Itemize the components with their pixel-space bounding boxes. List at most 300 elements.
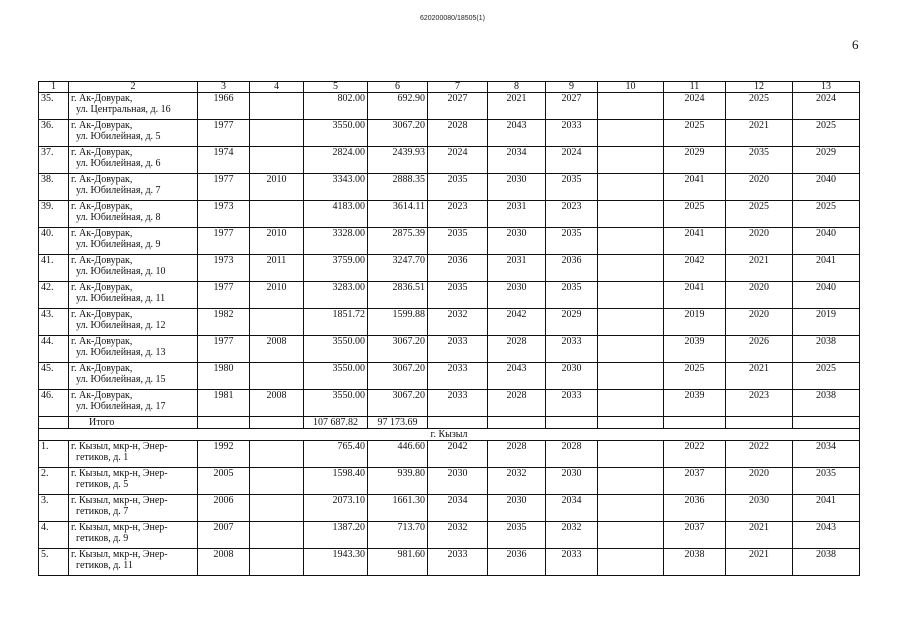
- year-cell-12: 2020: [726, 282, 793, 309]
- address-line-2: гетиков, д. 1: [76, 452, 129, 463]
- total-empty: [250, 417, 304, 429]
- address-line-2: ул. Юбилейная, д. 15: [76, 374, 166, 385]
- year-cell-12: 2021: [726, 120, 793, 147]
- table-row: [39, 255, 860, 282]
- year-cell-9: 2029: [546, 309, 598, 336]
- row-number: 41.: [39, 255, 69, 282]
- living-area: 3067.20: [368, 336, 428, 363]
- address-line-1: г. Ак-Довурак,: [71, 282, 133, 293]
- total-empty: [598, 417, 664, 429]
- year-cell-7: 2035: [428, 174, 488, 201]
- column-number-6: 6: [368, 82, 428, 93]
- total-area: 1943.30: [304, 549, 368, 576]
- table-row: [39, 336, 860, 363]
- table-row: [39, 282, 860, 309]
- row-number: 3.: [39, 495, 69, 522]
- address-line-2: ул. Юбилейная, д. 17: [76, 401, 166, 412]
- year-cell-13: 2041: [793, 495, 860, 522]
- living-area: 692.90: [368, 93, 428, 120]
- year-cell-7: 2023: [428, 201, 488, 228]
- address-line-2: ул. Юбилейная, д. 11: [76, 293, 166, 304]
- total-area: 3328.00: [304, 228, 368, 255]
- year-cell-10: [598, 255, 664, 282]
- total-empty: [39, 417, 69, 429]
- year-cell-11: 2041: [664, 228, 726, 255]
- table-row: [39, 309, 860, 336]
- year-cell-9: 2035: [546, 282, 598, 309]
- year-cell-13: 2025: [793, 201, 860, 228]
- address-line-2: ул. Юбилейная, д. 9: [76, 239, 161, 250]
- year-cell-9: 2035: [546, 174, 598, 201]
- total-area: 3550.00: [304, 336, 368, 363]
- year-cell-11: 2024: [664, 93, 726, 120]
- address-cell: [69, 282, 198, 309]
- year-cell-9: 2033: [546, 120, 598, 147]
- year-cell-11: 2039: [664, 390, 726, 417]
- year-cell-7: 2035: [428, 282, 488, 309]
- address-line-1: г. Ак-Довурак,: [71, 147, 133, 158]
- address-cell: [69, 201, 198, 228]
- address-cell: [69, 336, 198, 363]
- total-label: Итого: [69, 417, 198, 429]
- address-cell: [69, 468, 198, 495]
- year-cell-10: [598, 468, 664, 495]
- address-cell: [69, 522, 198, 549]
- year-cell-9: 2028: [546, 441, 598, 468]
- living-area: 1599.88: [368, 309, 428, 336]
- year-built: 1977: [198, 336, 250, 363]
- address-line-1: г. Ак-Довурак,: [71, 93, 133, 104]
- row-number: 43.: [39, 309, 69, 336]
- address-line-2: ул. Юбилейная, д. 8: [76, 212, 161, 223]
- year-renovated: [250, 549, 304, 576]
- year-cell-9: 2033: [546, 390, 598, 417]
- year-cell-10: [598, 201, 664, 228]
- year-cell-13: 2040: [793, 174, 860, 201]
- year-cell-12: 2021: [726, 549, 793, 576]
- year-renovated: [250, 468, 304, 495]
- address-cell: [69, 549, 198, 576]
- year-cell-12: 2020: [726, 174, 793, 201]
- total-empty: [664, 417, 726, 429]
- year-built: 1977: [198, 120, 250, 147]
- row-number: 40.: [39, 228, 69, 255]
- living-area: 939.80: [368, 468, 428, 495]
- year-cell-12: 2025: [726, 201, 793, 228]
- year-renovated: 2010: [250, 282, 304, 309]
- total-empty: [198, 417, 250, 429]
- year-renovated: [250, 309, 304, 336]
- year-built: 1981: [198, 390, 250, 417]
- year-cell-8: 2043: [488, 363, 546, 390]
- year-cell-13: 2043: [793, 522, 860, 549]
- year-cell-13: 2040: [793, 228, 860, 255]
- year-cell-11: 2041: [664, 174, 726, 201]
- year-cell-13: 2040: [793, 282, 860, 309]
- year-cell-12: 2021: [726, 363, 793, 390]
- year-cell-10: [598, 174, 664, 201]
- living-area: 3247.70: [368, 255, 428, 282]
- total-area: 3550.00: [304, 390, 368, 417]
- address-line-2: ул. Юбилейная, д. 10: [76, 266, 166, 277]
- year-cell-10: [598, 336, 664, 363]
- table-row: [39, 93, 860, 120]
- year-renovated: [250, 201, 304, 228]
- address-cell: [69, 174, 198, 201]
- year-cell-8: 2021: [488, 93, 546, 120]
- year-cell-13: 2025: [793, 363, 860, 390]
- row-number: 35.: [39, 93, 69, 120]
- total-area: 2073.10: [304, 495, 368, 522]
- table-row: [39, 522, 860, 549]
- year-cell-12: 2025: [726, 93, 793, 120]
- address-cell: [69, 309, 198, 336]
- table-row: [39, 120, 860, 147]
- year-cell-9: 2033: [546, 336, 598, 363]
- year-cell-13: 2041: [793, 255, 860, 282]
- address-line-1: г. Ак-Довурак,: [71, 174, 133, 185]
- page-number: 6: [852, 37, 859, 52]
- address-line-2: гетиков, д. 5: [76, 479, 129, 490]
- year-cell-11: 2025: [664, 120, 726, 147]
- year-cell-7: 2028: [428, 120, 488, 147]
- year-cell-11: 2025: [664, 363, 726, 390]
- year-cell-7: 2033: [428, 390, 488, 417]
- address-line-2: гетиков, д. 7: [76, 506, 129, 517]
- year-cell-11: 2038: [664, 549, 726, 576]
- year-cell-8: 2036: [488, 549, 546, 576]
- year-built: 1974: [198, 147, 250, 174]
- year-built: 2008: [198, 549, 250, 576]
- year-cell-9: 2034: [546, 495, 598, 522]
- living-area: 981.60: [368, 549, 428, 576]
- year-cell-9: 2033: [546, 549, 598, 576]
- year-cell-10: [598, 363, 664, 390]
- address-line-1: г. Кызыл, мкр-н, Энер-: [71, 549, 168, 560]
- year-cell-8: 2028: [488, 336, 546, 363]
- year-cell-11: 2036: [664, 495, 726, 522]
- year-cell-10: [598, 522, 664, 549]
- year-cell-8: 2030: [488, 282, 546, 309]
- column-number-11: 11: [664, 82, 726, 93]
- year-cell-8: 2030: [488, 495, 546, 522]
- year-cell-9: 2027: [546, 93, 598, 120]
- total-area: 3343.00: [304, 174, 368, 201]
- column-number-9: 9: [546, 82, 598, 93]
- year-cell-13: 2038: [793, 390, 860, 417]
- year-cell-9: 2030: [546, 468, 598, 495]
- column-number-10: 10: [598, 82, 664, 93]
- year-cell-9: 2035: [546, 228, 598, 255]
- year-cell-12: 2020: [726, 309, 793, 336]
- year-cell-7: 2030: [428, 468, 488, 495]
- living-area: 446.60: [368, 441, 428, 468]
- year-renovated: [250, 441, 304, 468]
- column-number-3: 3: [198, 82, 250, 93]
- row-number: 37.: [39, 147, 69, 174]
- year-cell-11: 2039: [664, 336, 726, 363]
- year-cell-7: 2035: [428, 228, 488, 255]
- year-cell-7: 2024: [428, 147, 488, 174]
- section-title: г. Кызыл: [39, 429, 860, 441]
- total-area: 2824.00: [304, 147, 368, 174]
- address-line-1: г. Ак-Довурак,: [71, 390, 133, 401]
- year-cell-12: 2021: [726, 522, 793, 549]
- year-cell-9: 2032: [546, 522, 598, 549]
- address-line-2: гетиков, д. 11: [76, 560, 133, 571]
- year-built: 2007: [198, 522, 250, 549]
- year-cell-8: 2034: [488, 147, 546, 174]
- year-renovated: [250, 522, 304, 549]
- table-row: [39, 147, 860, 174]
- register-table: [38, 81, 860, 576]
- year-cell-8: 2043: [488, 120, 546, 147]
- year-cell-10: [598, 93, 664, 120]
- year-cell-9: 2036: [546, 255, 598, 282]
- year-renovated: [250, 93, 304, 120]
- living-area: 3067.20: [368, 363, 428, 390]
- row-number: 38.: [39, 174, 69, 201]
- address-line-1: г. Ак-Довурак,: [71, 120, 133, 131]
- year-renovated: [250, 120, 304, 147]
- year-cell-9: 2030: [546, 363, 598, 390]
- total-area: 3550.00: [304, 363, 368, 390]
- year-built: 1977: [198, 282, 250, 309]
- table-row: [39, 201, 860, 228]
- year-cell-13: 2029: [793, 147, 860, 174]
- year-cell-12: 2020: [726, 468, 793, 495]
- address-cell: [69, 390, 198, 417]
- year-cell-11: 2037: [664, 522, 726, 549]
- year-built: 1992: [198, 441, 250, 468]
- year-built: 1977: [198, 228, 250, 255]
- total-area: 1387.20: [304, 522, 368, 549]
- year-cell-8: 2032: [488, 468, 546, 495]
- column-number-8: 8: [488, 82, 546, 93]
- year-cell-8: 2035: [488, 522, 546, 549]
- year-cell-9: 2023: [546, 201, 598, 228]
- column-number-1: 1: [39, 82, 69, 93]
- row-number: 44.: [39, 336, 69, 363]
- row-number: 42.: [39, 282, 69, 309]
- year-cell-12: 2022: [726, 441, 793, 468]
- table-row: [39, 363, 860, 390]
- total-area: 802.00: [304, 93, 368, 120]
- total-empty: [488, 417, 546, 429]
- year-cell-12: 2035: [726, 147, 793, 174]
- total-row: [39, 417, 860, 429]
- year-cell-13: 2019: [793, 309, 860, 336]
- year-cell-13: 2034: [793, 441, 860, 468]
- year-cell-7: 2032: [428, 522, 488, 549]
- year-built: 2006: [198, 495, 250, 522]
- year-cell-10: [598, 549, 664, 576]
- row-number: 4.: [39, 522, 69, 549]
- year-cell-10: [598, 495, 664, 522]
- year-renovated: [250, 495, 304, 522]
- address-line-1: г. Ак-Довурак,: [71, 309, 133, 320]
- address-line-1: г. Кызыл, мкр-н, Энер-: [71, 495, 168, 506]
- table-row: [39, 549, 860, 576]
- address-line-2: ул. Юбилейная, д. 7: [76, 185, 161, 196]
- total-area: 4183.00: [304, 201, 368, 228]
- address-cell: [69, 441, 198, 468]
- year-cell-12: 2021: [726, 255, 793, 282]
- row-number: 46.: [39, 390, 69, 417]
- column-number-12: 12: [726, 82, 793, 93]
- year-built: 1977: [198, 174, 250, 201]
- year-built: 1973: [198, 255, 250, 282]
- year-cell-7: 2033: [428, 549, 488, 576]
- year-cell-13: 2024: [793, 93, 860, 120]
- column-number-row: [39, 82, 860, 93]
- year-cell-13: 2025: [793, 120, 860, 147]
- year-cell-8: 2042: [488, 309, 546, 336]
- year-cell-7: 2027: [428, 93, 488, 120]
- address-line-1: г. Ак-Довурак,: [71, 255, 133, 266]
- year-cell-11: 2019: [664, 309, 726, 336]
- address-line-1: г. Кызыл, мкр-н, Энер-: [71, 441, 168, 452]
- year-built: 1973: [198, 201, 250, 228]
- living-area: 3067.20: [368, 390, 428, 417]
- year-cell-8: 2028: [488, 441, 546, 468]
- row-number: 36.: [39, 120, 69, 147]
- year-cell-7: 2033: [428, 363, 488, 390]
- address-line-1: г. Кызыл, мкр-н, Энер-: [71, 522, 168, 533]
- table-row: [39, 495, 860, 522]
- year-cell-10: [598, 120, 664, 147]
- living-area: 2888.35: [368, 174, 428, 201]
- address-line-1: г. Ак-Довурак,: [71, 363, 133, 374]
- table-row: [39, 441, 860, 468]
- year-cell-7: 2036: [428, 255, 488, 282]
- living-area: 2439.93: [368, 147, 428, 174]
- living-area-sum: 97 173.69: [368, 417, 428, 429]
- year-cell-10: [598, 441, 664, 468]
- year-renovated: [250, 147, 304, 174]
- address-cell: [69, 495, 198, 522]
- table-row: [39, 228, 860, 255]
- address-cell: [69, 120, 198, 147]
- document-id: 620200080/18505(1): [419, 15, 485, 22]
- address-line-1: г. Ак-Довурак,: [71, 201, 133, 212]
- total-area: 1598.40: [304, 468, 368, 495]
- total-empty: [546, 417, 598, 429]
- year-cell-12: 2026: [726, 336, 793, 363]
- year-cell-7: 2042: [428, 441, 488, 468]
- year-renovated: 2010: [250, 174, 304, 201]
- year-cell-11: 2037: [664, 468, 726, 495]
- year-cell-7: 2033: [428, 336, 488, 363]
- living-area: 1661.30: [368, 495, 428, 522]
- living-area: 3614.11: [368, 201, 428, 228]
- year-cell-8: 2031: [488, 255, 546, 282]
- living-area: 2836.51: [368, 282, 428, 309]
- year-renovated: 2011: [250, 255, 304, 282]
- address-line-1: г. Кызыл, мкр-н, Энер-: [71, 468, 168, 479]
- year-cell-11: 2025: [664, 201, 726, 228]
- column-number-13: 13: [793, 82, 860, 93]
- year-cell-7: 2034: [428, 495, 488, 522]
- section-row: [39, 429, 860, 441]
- year-renovated: 2010: [250, 228, 304, 255]
- year-cell-8: 2031: [488, 201, 546, 228]
- column-number-2: 2: [69, 82, 198, 93]
- address-cell: [69, 255, 198, 282]
- total-area: 3759.00: [304, 255, 368, 282]
- row-number: 39.: [39, 201, 69, 228]
- year-cell-10: [598, 147, 664, 174]
- year-cell-12: 2020: [726, 228, 793, 255]
- address-cell: [69, 228, 198, 255]
- address-cell: [69, 93, 198, 120]
- total-area: 1851.72: [304, 309, 368, 336]
- year-cell-8: 2028: [488, 390, 546, 417]
- row-number: 5.: [39, 549, 69, 576]
- address-line-2: ул. Юбилейная, д. 13: [76, 347, 166, 358]
- living-area: 2875.39: [368, 228, 428, 255]
- year-renovated: 2008: [250, 390, 304, 417]
- row-number: 1.: [39, 441, 69, 468]
- total-area-sum: 107 687.82: [304, 417, 368, 429]
- address-line-2: ул. Центральная, д. 16: [76, 104, 171, 115]
- year-cell-11: 2041: [664, 282, 726, 309]
- year-cell-11: 2042: [664, 255, 726, 282]
- total-empty: [726, 417, 793, 429]
- table-row: [39, 174, 860, 201]
- total-area: 3283.00: [304, 282, 368, 309]
- address-line-2: ул. Юбилейная, д. 12: [76, 320, 166, 331]
- total-area: 3550.00: [304, 120, 368, 147]
- year-built: 1966: [198, 93, 250, 120]
- year-cell-10: [598, 390, 664, 417]
- table-row: [39, 390, 860, 417]
- column-number-4: 4: [250, 82, 304, 93]
- table-row: [39, 468, 860, 495]
- column-number-5: 5: [304, 82, 368, 93]
- year-renovated: 2008: [250, 336, 304, 363]
- year-built: 1982: [198, 309, 250, 336]
- year-cell-13: 2038: [793, 336, 860, 363]
- year-cell-7: 2032: [428, 309, 488, 336]
- year-cell-10: [598, 228, 664, 255]
- total-empty: [428, 417, 488, 429]
- year-cell-11: 2029: [664, 147, 726, 174]
- year-cell-11: 2022: [664, 441, 726, 468]
- year-cell-10: [598, 282, 664, 309]
- total-empty: [793, 417, 860, 429]
- year-cell-13: 2038: [793, 549, 860, 576]
- year-cell-13: 2035: [793, 468, 860, 495]
- year-cell-12: 2030: [726, 495, 793, 522]
- address-line-2: ул. Юбилейная, д. 6: [76, 158, 161, 169]
- year-cell-9: 2024: [546, 147, 598, 174]
- year-cell-10: [598, 309, 664, 336]
- address-line-1: г. Ак-Довурак,: [71, 228, 133, 239]
- row-number: 2.: [39, 468, 69, 495]
- living-area: 713.70: [368, 522, 428, 549]
- address-cell: [69, 147, 198, 174]
- address-line-1: г. Ак-Довурак,: [71, 336, 133, 347]
- year-cell-12: 2023: [726, 390, 793, 417]
- row-number: 45.: [39, 363, 69, 390]
- total-area: 765.40: [304, 441, 368, 468]
- year-cell-8: 2030: [488, 174, 546, 201]
- year-renovated: [250, 363, 304, 390]
- address-line-2: ул. Юбилейная, д. 5: [76, 131, 161, 142]
- address-cell: [69, 363, 198, 390]
- year-built: 2005: [198, 468, 250, 495]
